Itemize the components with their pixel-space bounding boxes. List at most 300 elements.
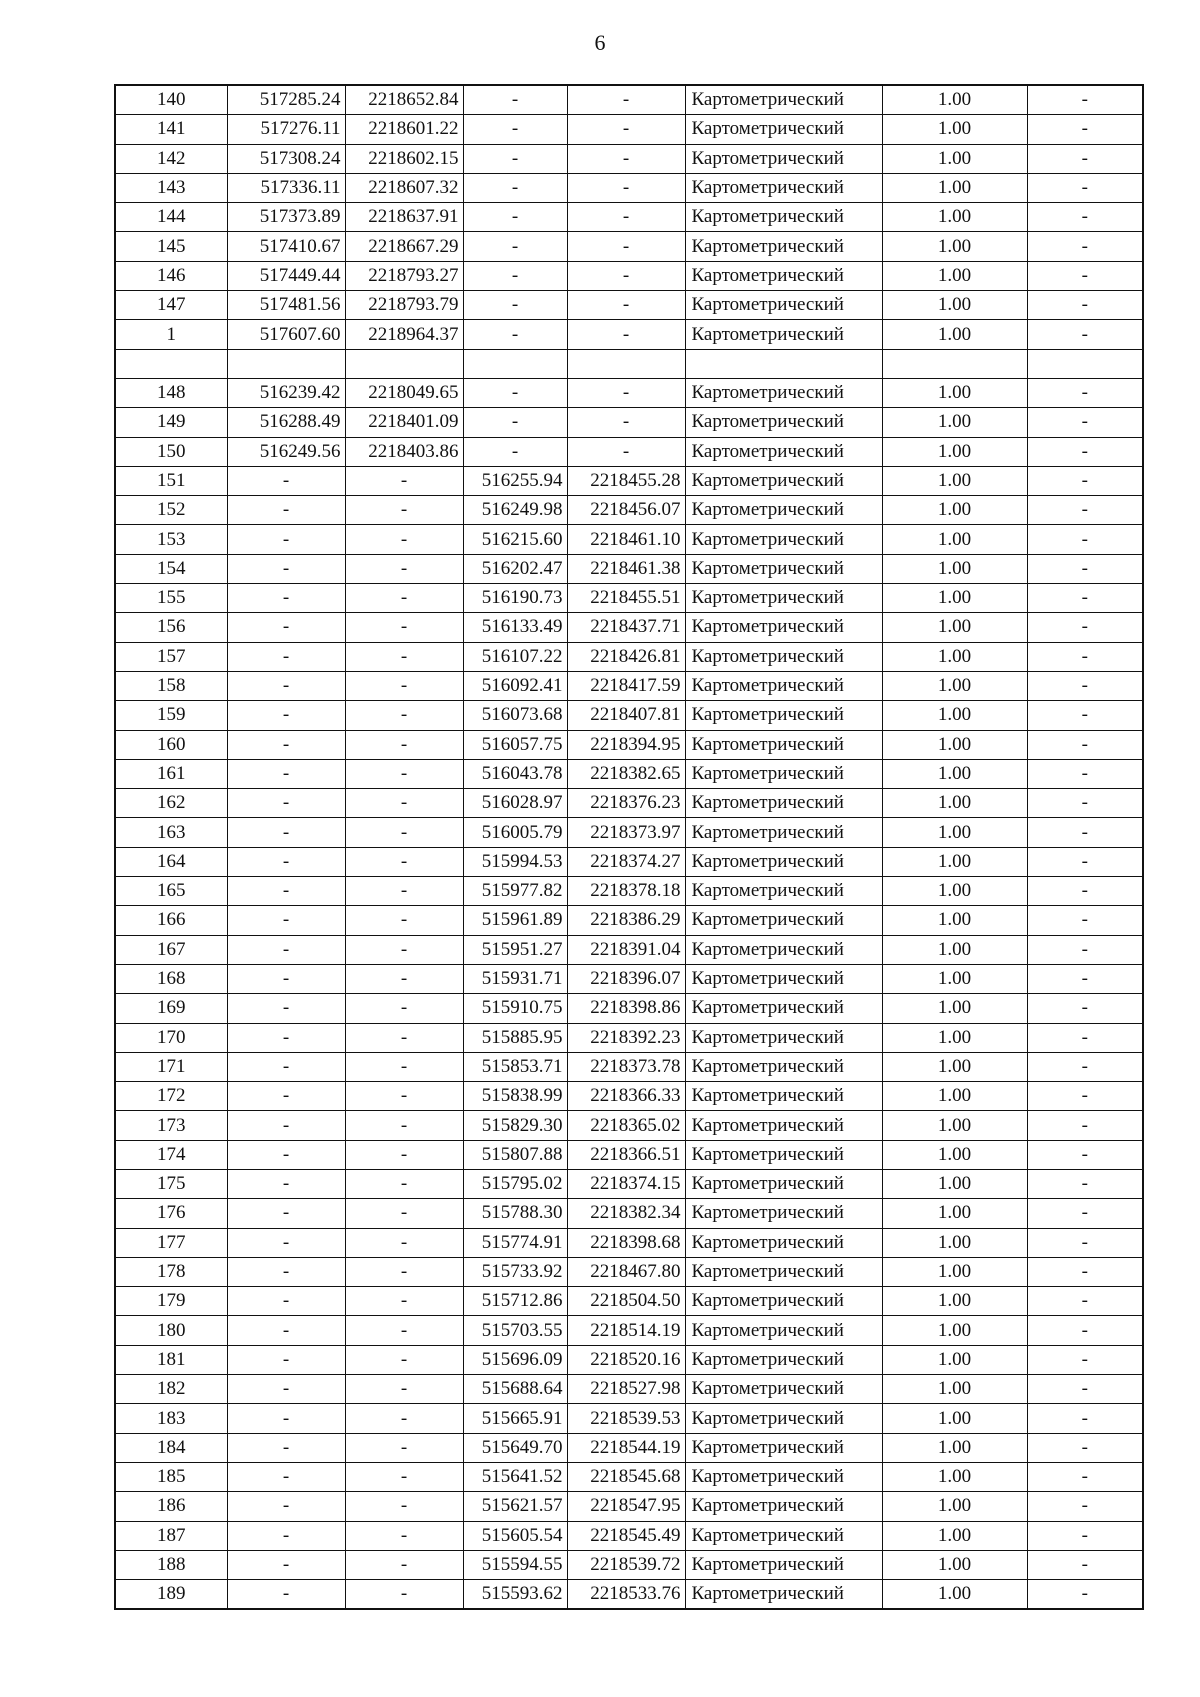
cell-point-number: 169 <box>115 994 227 1023</box>
cell-point-number: 158 <box>115 671 227 700</box>
cell-point-number: 189 <box>115 1580 227 1610</box>
cell-point-number: 167 <box>115 935 227 964</box>
cell-accuracy: 1.00 <box>882 1550 1027 1579</box>
table-row <box>115 1199 1143 1228</box>
cell-description: - <box>1027 789 1143 818</box>
cell-point-number: 176 <box>115 1199 227 1228</box>
cell-x-existing: 516249.56 <box>227 437 345 466</box>
table-row <box>115 525 1143 554</box>
cell-point-number: 141 <box>115 115 227 144</box>
cell-point-number: 159 <box>115 701 227 730</box>
cell-y-new: 2218527.98 <box>567 1375 685 1404</box>
cell-y-new: 2218455.28 <box>567 466 685 495</box>
cell-x-existing: - <box>227 701 345 730</box>
cell-y-new: 2218386.29 <box>567 906 685 935</box>
cell-y-new: - <box>567 232 685 261</box>
cell-x-existing: - <box>227 1199 345 1228</box>
cell-y-existing: - <box>345 1404 463 1433</box>
table-row <box>115 496 1143 525</box>
cell-description: - <box>1027 584 1143 613</box>
cell-y-existing: - <box>345 1023 463 1052</box>
cell-point-number: 179 <box>115 1287 227 1316</box>
cell-y-existing: - <box>345 1492 463 1521</box>
cell-method: Картометрический <box>685 115 882 144</box>
table-row <box>115 847 1143 876</box>
table-row <box>115 466 1143 495</box>
cell-point-number: 187 <box>115 1521 227 1550</box>
cell-y-existing: - <box>345 1199 463 1228</box>
table-row <box>115 877 1143 906</box>
table-row <box>115 1433 1143 1462</box>
table-row <box>115 759 1143 788</box>
cell-description: - <box>1027 847 1143 876</box>
cell-x-existing: - <box>227 994 345 1023</box>
cell-y-existing: - <box>345 554 463 583</box>
table-row <box>115 291 1143 320</box>
table-row <box>115 1257 1143 1286</box>
cell-y-existing: 2218793.27 <box>345 261 463 290</box>
cell-x-new: - <box>463 320 567 349</box>
cell-y-existing: 2218793.79 <box>345 291 463 320</box>
table-row <box>115 1550 1143 1579</box>
cell-description: - <box>1027 701 1143 730</box>
cell-x-new: 515696.09 <box>463 1345 567 1374</box>
cell-method: Картометрический <box>685 759 882 788</box>
cell-point-number: 162 <box>115 789 227 818</box>
cell-point-number: 165 <box>115 877 227 906</box>
cell-accuracy: 1.00 <box>882 144 1027 173</box>
cell-x-new: 516133.49 <box>463 613 567 642</box>
cell-y-existing: - <box>345 701 463 730</box>
cell-point-number: 140 <box>115 85 227 115</box>
table-row <box>115 437 1143 466</box>
cell-x-new: - <box>463 173 567 202</box>
cell-y-new: 2218373.97 <box>567 818 685 847</box>
table-row <box>115 1316 1143 1345</box>
cell-accuracy: 1.00 <box>882 496 1027 525</box>
cell-method: Картометрический <box>685 437 882 466</box>
cell-point-number: 174 <box>115 1140 227 1169</box>
cell-x-existing: - <box>227 1169 345 1198</box>
cell-y-existing: - <box>345 1052 463 1081</box>
cell-method: Картометрический <box>685 1550 882 1579</box>
cell-point-number: 172 <box>115 1082 227 1111</box>
cell-accuracy: 1.00 <box>882 1111 1027 1140</box>
cell-x-existing: - <box>227 613 345 642</box>
cell-y-existing: 2218401.09 <box>345 408 463 437</box>
cell-x-existing: 517449.44 <box>227 261 345 290</box>
cell-x-existing: - <box>227 642 345 671</box>
cell-y-existing: - <box>345 935 463 964</box>
cell-y-existing: - <box>345 1580 463 1610</box>
cell-method: Картометрический <box>685 701 882 730</box>
table-row <box>115 1140 1143 1169</box>
table-row <box>115 378 1143 407</box>
cell-y-new: 2218373.78 <box>567 1052 685 1081</box>
cell-x-new: - <box>463 203 567 232</box>
cell-x-existing: 517308.24 <box>227 144 345 173</box>
cell-method: Картометрический <box>685 1169 882 1198</box>
cell-accuracy: 1.00 <box>882 1023 1027 1052</box>
cell-x-existing: - <box>227 554 345 583</box>
cell-accuracy: 1.00 <box>882 85 1027 115</box>
cell-point-number: 164 <box>115 847 227 876</box>
cell-y-existing: - <box>345 906 463 935</box>
cell-point-number: 146 <box>115 261 227 290</box>
cell-point-number: 145 <box>115 232 227 261</box>
table-row <box>115 173 1143 202</box>
cell-y-existing: - <box>345 994 463 1023</box>
cell-method: Картометрический <box>685 554 882 583</box>
cell-y-existing: - <box>345 1521 463 1550</box>
cell-description: - <box>1027 115 1143 144</box>
cell-y-new: 2218456.07 <box>567 496 685 525</box>
cell-method: Картометрический <box>685 85 882 115</box>
cell-method: Картометрический <box>685 1404 882 1433</box>
cell-description: - <box>1027 642 1143 671</box>
cell-y-new: 2218417.59 <box>567 671 685 700</box>
table-row <box>115 1580 1143 1610</box>
cell-description: - <box>1027 1404 1143 1433</box>
cell-method: Картометрический <box>685 261 882 290</box>
cell-description: - <box>1027 994 1143 1023</box>
cell-x-existing: - <box>227 1550 345 1579</box>
cell-x-existing: - <box>227 759 345 788</box>
cell-y-new: - <box>567 144 685 173</box>
cell-description: - <box>1027 1375 1143 1404</box>
cell-x-new: 516028.97 <box>463 789 567 818</box>
cell-y-new: 2218391.04 <box>567 935 685 964</box>
cell-x-new: - <box>463 378 567 407</box>
cell-point-number: 160 <box>115 730 227 759</box>
cell-accuracy: 1.00 <box>882 818 1027 847</box>
cell-y-new: 2218366.33 <box>567 1082 685 1111</box>
table-row <box>115 789 1143 818</box>
cell-y-existing: - <box>345 1111 463 1140</box>
cell-point-number <box>115 349 227 378</box>
cell-y-existing: 2218602.15 <box>345 144 463 173</box>
cell-method <box>685 349 882 378</box>
cell-y-new: 2218461.10 <box>567 525 685 554</box>
table-row <box>115 671 1143 700</box>
cell-accuracy: 1.00 <box>882 1169 1027 1198</box>
cell-description: - <box>1027 1492 1143 1521</box>
cell-x-existing: 517410.67 <box>227 232 345 261</box>
cell-point-number: 163 <box>115 818 227 847</box>
cell-y-existing: - <box>345 759 463 788</box>
cell-method: Картометрический <box>685 1082 882 1111</box>
cell-x-existing: - <box>227 818 345 847</box>
cell-description: - <box>1027 1316 1143 1345</box>
table-row <box>115 1111 1143 1140</box>
cell-x-new: - <box>463 115 567 144</box>
cell-y-new: 2218437.71 <box>567 613 685 642</box>
cell-accuracy: 1.00 <box>882 466 1027 495</box>
cell-y-new: 2218545.49 <box>567 1521 685 1550</box>
cell-y-new: 2218455.51 <box>567 584 685 613</box>
table-row <box>115 584 1143 613</box>
cell-x-existing: 517336.11 <box>227 173 345 202</box>
cell-x-new: 515688.64 <box>463 1375 567 1404</box>
cell-x-existing: - <box>227 935 345 964</box>
cell-method: Картометрический <box>685 642 882 671</box>
cell-accuracy: 1.00 <box>882 1580 1027 1610</box>
cell-description <box>1027 349 1143 378</box>
cell-point-number: 183 <box>115 1404 227 1433</box>
cell-x-new: 515977.82 <box>463 877 567 906</box>
cell-point-number: 153 <box>115 525 227 554</box>
cell-y-new: - <box>567 378 685 407</box>
cell-point-number: 152 <box>115 496 227 525</box>
cell-y-new: 2218365.02 <box>567 1111 685 1140</box>
cell-accuracy: 1.00 <box>882 1404 1027 1433</box>
table-row <box>115 1462 1143 1491</box>
cell-y-new: 2218545.68 <box>567 1462 685 1491</box>
cell-x-existing: 517373.89 <box>227 203 345 232</box>
cell-point-number: 182 <box>115 1375 227 1404</box>
cell-x-existing: - <box>227 584 345 613</box>
cell-y-existing: 2218607.32 <box>345 173 463 202</box>
cell-accuracy <box>882 349 1027 378</box>
cell-method: Картометрический <box>685 144 882 173</box>
cell-accuracy: 1.00 <box>882 1433 1027 1462</box>
cell-accuracy: 1.00 <box>882 1257 1027 1286</box>
cell-x-existing: - <box>227 906 345 935</box>
table-row <box>115 1521 1143 1550</box>
cell-x-new: 515951.27 <box>463 935 567 964</box>
cell-x-existing: - <box>227 1345 345 1374</box>
cell-x-new: - <box>463 437 567 466</box>
cell-accuracy: 1.00 <box>882 1462 1027 1491</box>
cell-description: - <box>1027 1550 1143 1579</box>
cell-x-existing: - <box>227 1140 345 1169</box>
cell-method: Картометрический <box>685 1462 882 1491</box>
table-row <box>115 1345 1143 1374</box>
cell-x-existing: - <box>227 1433 345 1462</box>
cell-method: Картометрический <box>685 466 882 495</box>
cell-x-existing <box>227 349 345 378</box>
cell-description: - <box>1027 1433 1143 1462</box>
table-row <box>115 115 1143 144</box>
cell-y-new: 2218539.53 <box>567 1404 685 1433</box>
cell-description: - <box>1027 1345 1143 1374</box>
cell-description: - <box>1027 906 1143 935</box>
cell-accuracy: 1.00 <box>882 613 1027 642</box>
cell-description: - <box>1027 1023 1143 1052</box>
cell-description: - <box>1027 1082 1143 1111</box>
cell-x-existing: 517276.11 <box>227 115 345 144</box>
cell-accuracy: 1.00 <box>882 877 1027 906</box>
table-row <box>115 1169 1143 1198</box>
cell-x-new: 515961.89 <box>463 906 567 935</box>
cell-point-number: 157 <box>115 642 227 671</box>
cell-y-existing: 2218652.84 <box>345 85 463 115</box>
table-row <box>115 1052 1143 1081</box>
cell-x-new: 515593.62 <box>463 1580 567 1610</box>
cell-y-existing: 2218403.86 <box>345 437 463 466</box>
cell-x-new: 515931.71 <box>463 964 567 993</box>
cell-x-new: 515641.52 <box>463 1462 567 1491</box>
cell-accuracy: 1.00 <box>882 1199 1027 1228</box>
cell-y-existing: - <box>345 1433 463 1462</box>
cell-y-new: - <box>567 437 685 466</box>
cell-y-new: - <box>567 173 685 202</box>
cell-y-new: - <box>567 320 685 349</box>
cell-x-existing: - <box>227 877 345 906</box>
cell-accuracy: 1.00 <box>882 1287 1027 1316</box>
cell-x-new: - <box>463 232 567 261</box>
cell-description: - <box>1027 320 1143 349</box>
cell-point-number: 181 <box>115 1345 227 1374</box>
cell-point-number: 188 <box>115 1550 227 1579</box>
cell-point-number: 1 <box>115 320 227 349</box>
cell-x-new: 515621.57 <box>463 1492 567 1521</box>
cell-x-existing: 517285.24 <box>227 85 345 115</box>
table-row <box>115 818 1143 847</box>
cell-x-existing: - <box>227 1287 345 1316</box>
cell-y-new: - <box>567 408 685 437</box>
cell-x-existing: 517607.60 <box>227 320 345 349</box>
cell-y-existing: - <box>345 1228 463 1257</box>
cell-y-existing: - <box>345 1140 463 1169</box>
cell-description: - <box>1027 203 1143 232</box>
cell-point-number: 144 <box>115 203 227 232</box>
cell-y-new: 2218392.23 <box>567 1023 685 1052</box>
cell-description: - <box>1027 935 1143 964</box>
cell-y-existing: - <box>345 1257 463 1286</box>
cell-description: - <box>1027 1199 1143 1228</box>
cell-y-new: - <box>567 291 685 320</box>
cell-accuracy: 1.00 <box>882 671 1027 700</box>
table-row <box>115 1404 1143 1433</box>
cell-x-new: 516107.22 <box>463 642 567 671</box>
cell-point-number: 147 <box>115 291 227 320</box>
cell-point-number: 155 <box>115 584 227 613</box>
cell-point-number: 151 <box>115 466 227 495</box>
cell-accuracy: 1.00 <box>882 847 1027 876</box>
cell-y-new: 2218539.72 <box>567 1550 685 1579</box>
cell-x-existing: - <box>227 847 345 876</box>
cell-method: Картометрический <box>685 320 882 349</box>
cell-x-new: 516073.68 <box>463 701 567 730</box>
table-row <box>115 701 1143 730</box>
cell-y-existing: 2218601.22 <box>345 115 463 144</box>
cell-x-new: 516092.41 <box>463 671 567 700</box>
cell-x-new: 515733.92 <box>463 1257 567 1286</box>
cell-description: - <box>1027 232 1143 261</box>
cell-description: - <box>1027 613 1143 642</box>
cell-x-existing: - <box>227 525 345 554</box>
cell-description: - <box>1027 378 1143 407</box>
cell-method: Картометрический <box>685 1140 882 1169</box>
cell-x-existing: - <box>227 1580 345 1610</box>
cell-method: Картометрический <box>685 818 882 847</box>
cell-x-existing: - <box>227 1404 345 1433</box>
cell-description: - <box>1027 818 1143 847</box>
cell-accuracy: 1.00 <box>882 408 1027 437</box>
cell-description: - <box>1027 1521 1143 1550</box>
cell-point-number: 185 <box>115 1462 227 1491</box>
cell-description: - <box>1027 1580 1143 1610</box>
cell-x-existing: - <box>227 466 345 495</box>
cell-x-new <box>463 349 567 378</box>
cell-y-existing: - <box>345 730 463 759</box>
cell-y-new: 2218374.15 <box>567 1169 685 1198</box>
cell-method: Картометрический <box>685 671 882 700</box>
cell-y-existing: - <box>345 877 463 906</box>
cell-method: Картометрический <box>685 1023 882 1052</box>
cell-x-new: 516005.79 <box>463 818 567 847</box>
cell-method: Картометрический <box>685 378 882 407</box>
cell-y-existing: - <box>345 847 463 876</box>
table-row <box>115 906 1143 935</box>
cell-x-new: 515605.54 <box>463 1521 567 1550</box>
cell-y-new: 2218378.18 <box>567 877 685 906</box>
cell-x-new: - <box>463 408 567 437</box>
cell-y-new: 2218547.95 <box>567 1492 685 1521</box>
cell-y-existing: - <box>345 1550 463 1579</box>
cell-description: - <box>1027 877 1143 906</box>
cell-y-existing: - <box>345 1169 463 1198</box>
cell-method: Картометрический <box>685 1257 882 1286</box>
cell-x-existing: - <box>227 1257 345 1286</box>
cell-description: - <box>1027 671 1143 700</box>
cell-point-number: 149 <box>115 408 227 437</box>
cell-x-existing: 516239.42 <box>227 378 345 407</box>
cell-y-new: 2218398.86 <box>567 994 685 1023</box>
cell-accuracy: 1.00 <box>882 1082 1027 1111</box>
cell-x-new: 515774.91 <box>463 1228 567 1257</box>
cell-x-new: 516043.78 <box>463 759 567 788</box>
table-row <box>115 232 1143 261</box>
cell-description: - <box>1027 437 1143 466</box>
cell-method: Картометрический <box>685 232 882 261</box>
cell-accuracy: 1.00 <box>882 789 1027 818</box>
cell-description: - <box>1027 1462 1143 1491</box>
table-row <box>115 320 1143 349</box>
cell-y-existing: - <box>345 584 463 613</box>
cell-y-existing: - <box>345 525 463 554</box>
cell-y-existing: - <box>345 1287 463 1316</box>
page-number: 6 <box>594 30 606 55</box>
cell-y-existing: 2218964.37 <box>345 320 463 349</box>
cell-y-new: 2218426.81 <box>567 642 685 671</box>
cell-method: Картометрический <box>685 203 882 232</box>
cell-method: Картометрический <box>685 1492 882 1521</box>
cell-x-new: 515788.30 <box>463 1199 567 1228</box>
cell-method: Картометрический <box>685 994 882 1023</box>
cell-description: - <box>1027 525 1143 554</box>
cell-x-existing: - <box>227 1111 345 1140</box>
cell-y-new: 2218394.95 <box>567 730 685 759</box>
cell-y-new: 2218374.27 <box>567 847 685 876</box>
coordinates-table <box>114 84 1144 1610</box>
cell-accuracy: 1.00 <box>882 935 1027 964</box>
cell-method: Картометрический <box>685 1580 882 1610</box>
cell-description: - <box>1027 1169 1143 1198</box>
cell-accuracy: 1.00 <box>882 1316 1027 1345</box>
cell-y-new: 2218544.19 <box>567 1433 685 1462</box>
cell-description: - <box>1027 496 1143 525</box>
cell-point-number: 166 <box>115 906 227 935</box>
cell-point-number: 168 <box>115 964 227 993</box>
cell-x-new: 516190.73 <box>463 584 567 613</box>
cell-accuracy: 1.00 <box>882 1521 1027 1550</box>
cell-point-number: 186 <box>115 1492 227 1521</box>
cell-method: Картометрический <box>685 525 882 554</box>
cell-method: Картометрический <box>685 847 882 876</box>
cell-x-existing: - <box>227 1052 345 1081</box>
